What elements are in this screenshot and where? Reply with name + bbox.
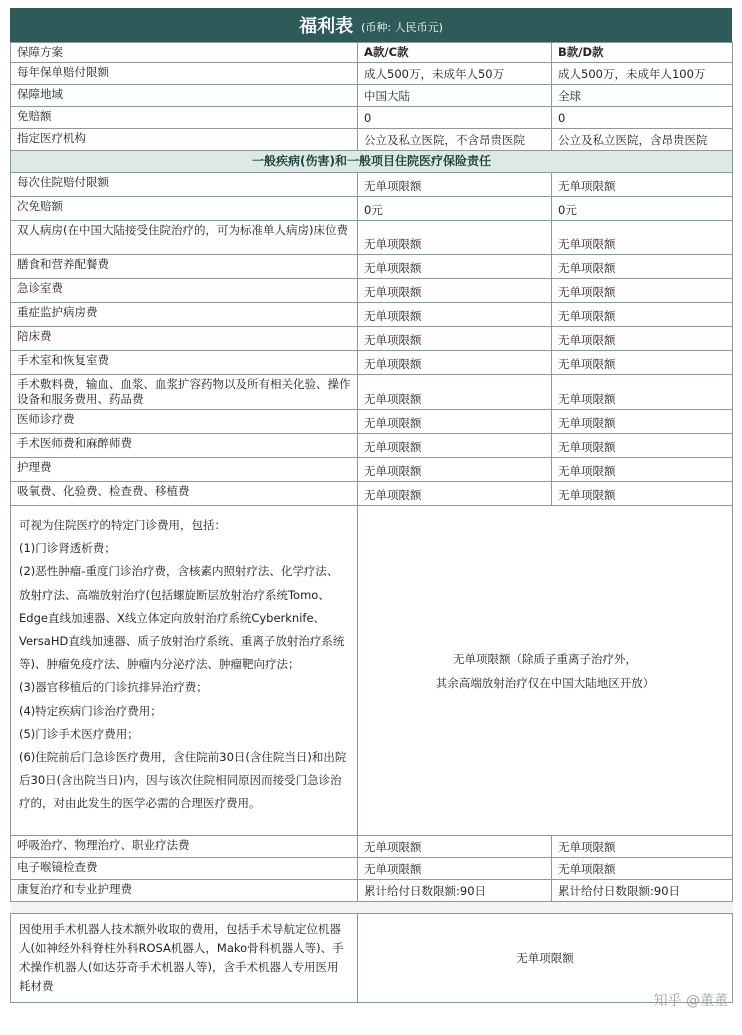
value-a: 无单项限额 xyxy=(358,434,552,458)
section-band-row xyxy=(11,151,733,173)
row-label: 手术敷料费，输血、血浆、血浆扩容药物以及所有相关化验、操作设备和服务费用、药品费 xyxy=(11,375,358,410)
row-label: 指定医疗机构 xyxy=(11,129,358,151)
currency-note: (币种: 人民币元) xyxy=(361,20,443,34)
table-row xyxy=(11,129,733,151)
value-b: 无单项限额 xyxy=(552,458,733,482)
value-b: 无单项限额 xyxy=(552,836,733,858)
value-a: 无单项限额 xyxy=(358,221,552,255)
outpatient-line: (1)门诊肾透析费； xyxy=(19,541,116,556)
spacer-cell xyxy=(11,902,733,914)
value-b: 无单项限额 xyxy=(552,434,733,458)
row-label: 保障地域 xyxy=(11,85,358,107)
table-row xyxy=(11,836,733,858)
value-a: 无单项限额 xyxy=(358,279,552,303)
row-label: 膳食和营养配餐费 xyxy=(11,255,358,279)
outpatient-line: (6)住院前后门急诊医疗费用，含住院前30日(含住院当日)和出院后30日(含出院当日)内，因与该次住院相同原因而接受门急诊治疗的，对由此发生的医学必需的合理医疗费用。 xyxy=(19,750,347,811)
value-a: 无单项限额 xyxy=(358,351,552,375)
table-row xyxy=(11,375,733,410)
robot-description: 因使用手术机器人技术额外收取的费用，包括手术导航定位机器人(如神经外科脊柱外科ROSA机器人，Mako骨科机器人等)、手术操作机器人(如达芬奇手术机器人等)，含手术机器人专用医用耗材费 xyxy=(11,914,358,1003)
col-header-b: B款/D款 xyxy=(552,43,733,63)
table-title-bar xyxy=(10,8,732,42)
value-a: 无单项限额 xyxy=(358,858,552,880)
outpatient-description xyxy=(11,506,358,836)
value-b: 全球 xyxy=(552,85,733,107)
table-row xyxy=(11,221,733,255)
benefit-table xyxy=(10,42,733,1009)
value-a: 累计给付日数限额:90日 xyxy=(358,880,552,902)
outpatient-value xyxy=(358,506,733,836)
value-b: 0 xyxy=(552,107,733,129)
robot-row xyxy=(11,914,733,1003)
value-a: 公立及私立医院，不含昂贵医院 xyxy=(358,129,552,151)
table-row xyxy=(11,482,733,506)
value-a: 成人500万，未成年人50万 xyxy=(358,63,552,85)
table-row xyxy=(11,351,733,375)
value-b: 累计给付日数限额:90日 xyxy=(552,880,733,902)
table-row xyxy=(11,410,733,434)
row-label: 康复治疗和专业护理费 xyxy=(11,880,358,902)
table-row xyxy=(11,303,733,327)
row-label: 吸氧费、化验费、检查费、移植费 xyxy=(11,482,358,506)
value-a: 无单项限额 xyxy=(358,303,552,327)
table-row xyxy=(11,197,733,221)
value-a: 无单项限额 xyxy=(358,255,552,279)
table-row xyxy=(11,858,733,880)
robot-value: 无单项限额 xyxy=(358,914,733,1003)
outpatient-value-line: 无单项限额（除质子重离子治疗外， xyxy=(453,651,637,666)
outpatient-line: (4)特定疾病门诊治疗费用； xyxy=(19,703,162,718)
col-header-plan: 保障方案 xyxy=(11,43,358,63)
table-row xyxy=(11,880,733,902)
value-b: 无单项限额 xyxy=(552,351,733,375)
value-b: 无单项限额 xyxy=(552,221,733,255)
row-label: 医师诊疗费 xyxy=(11,410,358,434)
value-a: 0 xyxy=(358,107,552,129)
value-a: 无单项限额 xyxy=(358,327,552,351)
row-label: 手术室和恢复室费 xyxy=(11,351,358,375)
value-a: 0元 xyxy=(358,197,552,221)
value-a: 无单项限额 xyxy=(358,458,552,482)
value-a: 中国大陆 xyxy=(358,85,552,107)
value-b: 公立及私立医院，含昂贵医院 xyxy=(552,129,733,151)
value-b: 无单项限额 xyxy=(552,410,733,434)
row-label: 双人病房(在中国大陆接受住院治疗的，可为标准单人病房)床位费 xyxy=(11,221,358,255)
outpatient-row xyxy=(11,506,733,836)
value-b: 无单项限额 xyxy=(552,303,733,327)
table-row xyxy=(11,434,733,458)
value-b: 无单项限额 xyxy=(552,279,733,303)
section-title: 一般疾病(伤害)和一般项目住院医疗保险责任 xyxy=(11,151,733,173)
table-row xyxy=(11,63,733,85)
outpatient-line: (3)器官移植后的门诊抗排异治疗费； xyxy=(19,680,208,695)
table-row xyxy=(11,279,733,303)
row-label: 呼吸治疗、物理治疗、职业疗法费 xyxy=(11,836,358,858)
value-b: 无单项限额 xyxy=(552,375,733,410)
row-label: 护理费 xyxy=(11,458,358,482)
outpatient-line: 可视为住院医疗的特定门诊费用，包括： xyxy=(19,518,226,532)
table-row xyxy=(11,173,733,197)
row-label: 免赔额 xyxy=(11,107,358,129)
table-title: 福利表 xyxy=(299,16,354,37)
benefit-table-container xyxy=(10,8,732,1009)
table-row xyxy=(11,107,733,129)
table-row xyxy=(11,458,733,482)
row-label: 急诊室费 xyxy=(11,279,358,303)
table-row xyxy=(11,85,733,107)
row-label: 陪床费 xyxy=(11,327,358,351)
value-a: 无单项限额 xyxy=(358,836,552,858)
row-label: 每年保单赔付限额 xyxy=(11,63,358,85)
outpatient-line: (2)恶性肿瘤-重度门诊治疗费，含核素内照射疗法、化学疗法、放射疗法、高端放射治疗(包括螺旋断层放射治疗系统Tomo、Edge直线加速器、X线立体定向放射治疗系统Cyberknife、VersaHD直线加速器、质子放射治疗系统、重离子放射治疗系统等)、肿瘤免疫疗法、肿瘤内分泌疗法、肿瘤靶向疗法； xyxy=(19,564,345,672)
value-a: 无单项限额 xyxy=(358,375,552,410)
outpatient-value-line: 其余高端放射治疗仅在中国大陆地区开放） xyxy=(435,675,655,690)
row-label: 重症监护病房费 xyxy=(11,303,358,327)
spacer-row xyxy=(11,902,733,914)
value-a: 无单项限额 xyxy=(358,173,552,197)
row-label: 每次住院赔付限额 xyxy=(11,173,358,197)
row-label: 电子喉镜检查费 xyxy=(11,858,358,880)
row-label: 手术医师费和麻醉师费 xyxy=(11,434,358,458)
value-a: 无单项限额 xyxy=(358,410,552,434)
watermark: 知乎 @董董 xyxy=(653,993,728,1009)
value-b: 无单项限额 xyxy=(552,173,733,197)
value-a: 无单项限额 xyxy=(358,482,552,506)
value-b: 无单项限额 xyxy=(552,858,733,880)
table-row xyxy=(11,255,733,279)
value-b: 无单项限额 xyxy=(552,255,733,279)
col-header-a: A款/C款 xyxy=(358,43,552,63)
row-label: 次免赔额 xyxy=(11,197,358,221)
outpatient-line: (5)门诊手术医疗费用； xyxy=(19,726,139,741)
value-b: 无单项限额 xyxy=(552,327,733,351)
column-header-row xyxy=(11,43,733,63)
value-b: 0元 xyxy=(552,197,733,221)
value-b: 无单项限额 xyxy=(552,482,733,506)
value-b: 成人500万，未成年人100万 xyxy=(552,63,733,85)
table-row xyxy=(11,327,733,351)
